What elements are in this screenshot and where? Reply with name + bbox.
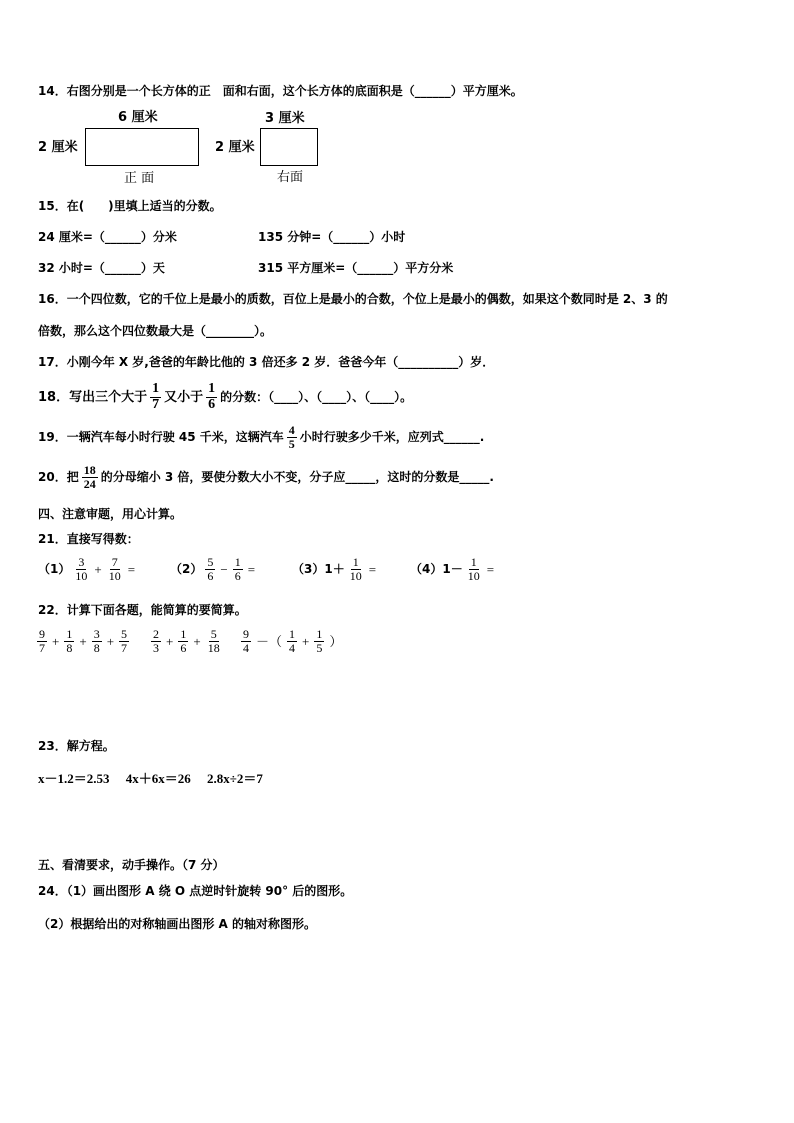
- front-width-label: 6 厘米: [118, 110, 158, 125]
- q22-expr-3: $\frac{9}{4}$ －（ $\frac{1}{4}$ + $\frac{1}{5}$ ）: [243, 627, 343, 655]
- q19-fraction: $\frac{4}{5}$: [288, 423, 295, 451]
- right-height-label: 2 厘米: [215, 140, 255, 155]
- q18-fraction-2: $\frac{1}{6}$: [208, 381, 216, 412]
- right-width-label: 3 厘米: [265, 111, 305, 126]
- q14-text: 14．右图分别是一个长方体的正 面和右面，这个长方体的底面积是（______）平方厘米。: [38, 84, 523, 98]
- q22-expr-2: $\frac{2}{3}$ + $\frac{1}{6}$ + $\frac{5}{18}$: [153, 627, 220, 655]
- q21-item-4: （4）1－ $\frac{1}{10}$ =: [410, 555, 495, 583]
- q15-item-1: 24 厘米=（______）分米: [38, 230, 177, 244]
- right-face-rect: [260, 128, 318, 166]
- q16-line1: 16．一个四位数，它的千位上是最小的质数，百位上是最小的合数，个位上是最小的偶数，如果这个数同时是 2、3 的: [38, 292, 668, 306]
- q15-item-2: 135 分钟=（______）小时: [258, 230, 406, 244]
- q22-expr-1: $\frac{9}{7}$ + $\frac{1}{8}$ + $\frac{3}{8}$ + $\frac{5}{7}$: [39, 627, 128, 655]
- q18-pre: 18．写出三个大于: [38, 389, 148, 405]
- q21-text: 21．直接写得数：: [38, 532, 139, 546]
- q19-line: [38, 424, 484, 450]
- section4-title: 四、注意审题，用心计算。: [38, 507, 183, 521]
- q17-text: 17．小刚今年 X 岁,爸爸的年龄比他的 3 倍还多 2 岁．爸爸今年（__________）岁．: [38, 355, 495, 369]
- q21-item-2: （2） $\frac{5}{6}$ − $\frac{1}{6}$ =: [170, 555, 256, 583]
- front-face-rect: [85, 128, 199, 166]
- q24-line2: （2）根据给出的对称轴画出图形 A 的轴对称图形。: [38, 917, 316, 931]
- q18-line: [38, 382, 412, 412]
- front-height-label: 2 厘米: [38, 140, 78, 155]
- q15-item-3: 32 小时=（______）天: [38, 261, 165, 275]
- q15-text: 15．在( )里填上适当的分数。: [38, 199, 222, 213]
- q24-line1: 24．（1）画出图形 A 绕 O 点逆时针旋转 90° 后的图形。: [38, 884, 353, 898]
- q21-item-3: （3）1＋ $\frac{1}{10}$ =: [292, 555, 377, 583]
- right-caption: 右面: [277, 170, 304, 185]
- q16-line2: 倍数，那么这个四位数最大是（________）。: [38, 324, 273, 338]
- q18-mid: 又小于: [164, 389, 204, 405]
- q18-post: 的分数：（____）、（____）、（____）。: [220, 390, 413, 405]
- q20-fraction: $\frac{18}{24}$: [83, 463, 96, 491]
- q19-post: 小时行驶多少千米，应列式______.: [299, 430, 485, 445]
- q20-pre: 20．把: [38, 470, 79, 485]
- q22-text: 22．计算下面各题，能简算的要简算。: [38, 603, 247, 617]
- q18-fraction-1: $\frac{1}{7}$: [152, 381, 160, 412]
- q20-post: 的分母缩小 3 倍，要使分数大小不变，分子应_____，这时的分数是_____.: [100, 470, 494, 485]
- q23-equations: x－1.2＝2.53 4x＋6x＝26 2.8x÷2＝7: [38, 771, 263, 786]
- q23-text: 23．解方程。: [38, 739, 115, 753]
- front-caption: 正 面: [124, 171, 155, 186]
- section5-title: 五、看清要求，动手操作。（7 分）: [38, 858, 225, 872]
- q15-item-4: 315 平方厘米=（______）平方分米: [258, 261, 454, 275]
- q19-pre: 19．一辆汽车每小时行驶 45 千米，这辆汽车: [38, 430, 284, 445]
- q20-line: [38, 464, 494, 490]
- q21-item-1: （1） $\frac{3}{10}$ + $\frac{7}{10}$ =: [38, 555, 136, 583]
